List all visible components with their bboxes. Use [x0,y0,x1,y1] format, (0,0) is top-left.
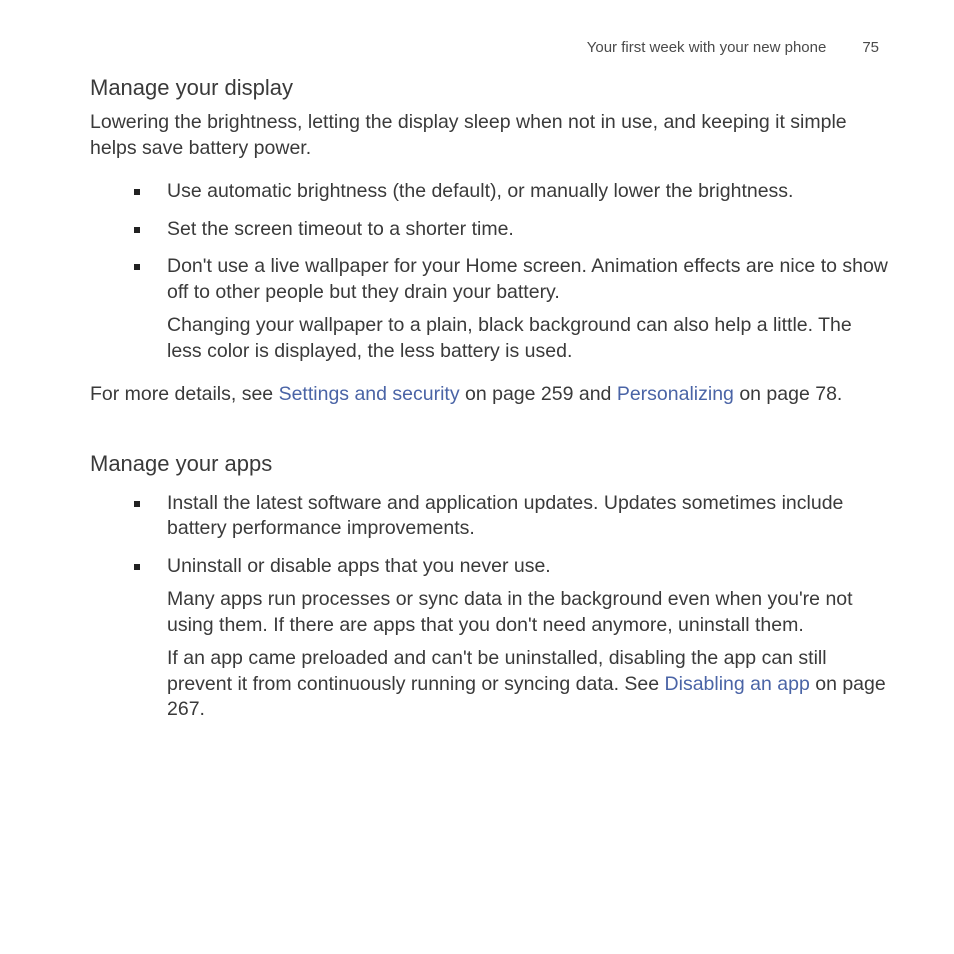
more-details-paragraph [90,382,890,408]
square-bullet-icon [134,227,140,233]
square-bullet-icon [134,564,140,570]
apps-bullet-list [90,491,890,723]
display-intro-paragraph: Lowering the brightness, letting the display sleep when not in use, and keeping it simple helps save battery power. [90,111,847,159]
section-manage-display [90,73,890,408]
list-item-text: Set the screen timeout to a shorter time. [167,217,514,240]
extra-paragraph-prefix: If an app came preloaded and can't be uninstalled, disabling the app can still prevent it from continuously running or syncing data. See [167,647,827,695]
list-item [90,491,890,542]
list-item-text: Install the latest software and application updates. Updates sometimes include battery performance improvements. [167,491,844,539]
list-item [90,179,890,205]
page-number: 75 [862,39,879,56]
list-item-text: Use automatic brightness (the default), or manually lower the brightness. [167,180,794,202]
list-item [90,554,890,723]
list-item-extra-paragraph [167,646,890,723]
square-bullet-icon [134,501,140,507]
square-bullet-icon [134,189,140,195]
section-heading-apps: Manage your apps [90,450,273,476]
chapter-title: Your first week with your new phone [586,39,827,56]
disabling-an-app-link[interactable]: Disabling an app [664,672,810,695]
personalizing-link[interactable]: Personalizing [616,383,734,405]
list-item-text: Uninstall or disable apps that you never use. [167,554,551,577]
running-header [0,39,879,56]
section-manage-apps [90,449,890,723]
settings-and-security-link[interactable]: Settings and security [278,383,460,405]
list-item-extra-paragraph: Many apps run processes or sync data in the background even when you're not using them. If there are apps that you don't need anymore, uninstall them. [167,588,853,636]
more-details-prefix: For more details, see [90,383,279,405]
list-item [90,254,890,364]
list-item-extra-paragraph: Changing your wallpaper to a plain, black background can also help a little. The less color is displayed, the less battery is used. [167,314,852,362]
extra-paragraph-suffix: on page 267. [167,672,886,720]
more-details-middle: on page 259 and [459,383,617,405]
display-bullet-list [90,179,890,364]
more-details-suffix: on page 78. [733,383,843,405]
page-content [90,73,890,723]
section-heading-display: Manage your display [90,75,294,100]
square-bullet-icon [134,264,140,270]
list-item-text: Don't use a live wallpaper for your Home screen. Animation effects are nice to show off to other people but they drain your battery. [167,255,888,303]
list-item [90,217,890,243]
